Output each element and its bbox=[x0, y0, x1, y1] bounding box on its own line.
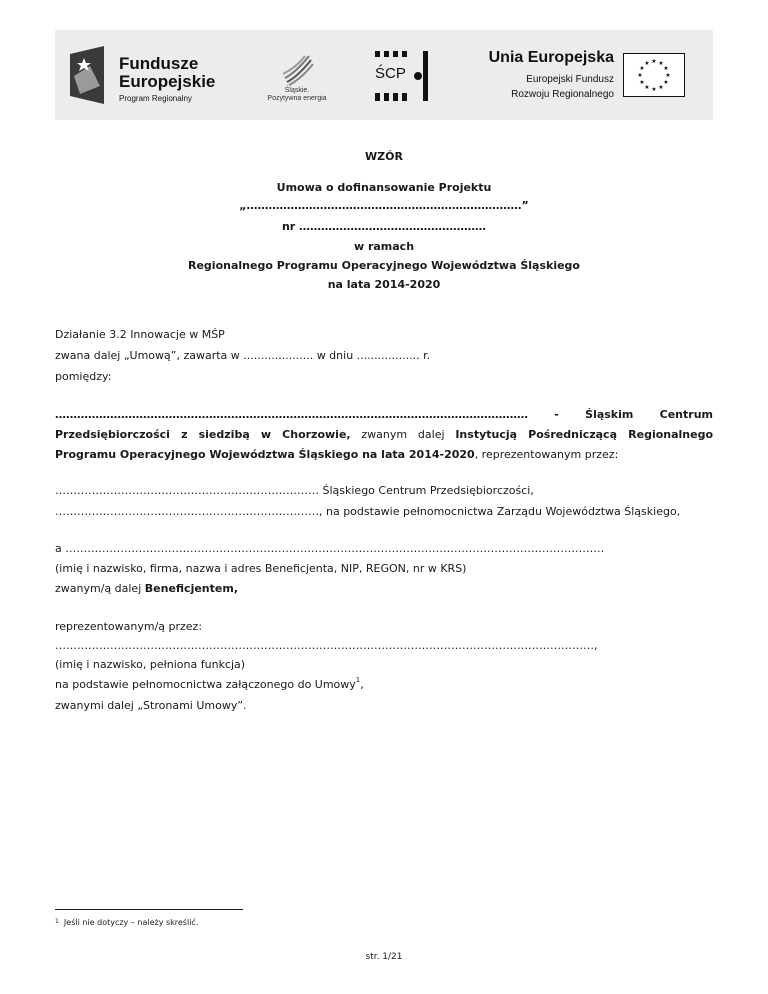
agreement-number: nr …………………………………………… bbox=[281, 220, 487, 233]
svg-text:★: ★ bbox=[637, 72, 643, 79]
svg-text:★: ★ bbox=[663, 79, 669, 86]
w-ramach-label: w ramach bbox=[353, 240, 415, 253]
svg-text:★: ★ bbox=[644, 60, 650, 67]
footnote-separator bbox=[55, 909, 243, 910]
program-period: na lata 2014-2020 bbox=[327, 278, 441, 291]
fundusze-europejskie-logo-icon bbox=[70, 46, 104, 104]
svg-text:★: ★ bbox=[651, 58, 657, 65]
pomiedzy-line: pomiędzy: bbox=[55, 370, 112, 383]
party1-line-2: Przedsiębiorczości z siedzibą w Chorzowie, zwanym dalej Instytucją Pośredniczącą Regionalnego bbox=[55, 428, 714, 441]
svg-text:★: ★ bbox=[639, 79, 645, 86]
representation-dots: …………………………………………………………………………………………………………………………………, bbox=[55, 639, 598, 652]
strony-line: zwanymi dalej „Stronami Umowy”. bbox=[55, 699, 247, 712]
doc-title: Umowa o dofinansowanie Projektu bbox=[276, 181, 492, 194]
representation-label: reprezentowanym/ą przez: bbox=[55, 620, 203, 633]
unia-europejska-title: Unia Europejska bbox=[488, 49, 614, 66]
beneficiary-alias: zwanym/ą dalej Beneficjentem, bbox=[55, 582, 238, 595]
footnote-ref: 1 bbox=[355, 676, 361, 684]
page-number: str. 1/21 bbox=[365, 952, 403, 962]
eu-flag-icon bbox=[623, 53, 685, 97]
party1-line-1: ………………………………………………………………………………………………………………… - Śląskim Centrum bbox=[55, 408, 713, 421]
footnote: $^1$ Jeśli nie dotyczy – należy skreślić. bbox=[55, 918, 199, 927]
party1-rep-1: ……………………………………………………………… Śląskiego Centrum Przedsiębiorczości, bbox=[55, 484, 534, 497]
scp-logo-text: ŚCP bbox=[375, 65, 406, 82]
fundusze-europejskie-title: Fundusze Europejskie bbox=[119, 54, 216, 91]
program-name: Regionalnego Programu Operacyjnego Województwa Śląskiego bbox=[188, 259, 580, 272]
party1-line-3: Programu Operacyjnego Województwa Śląskiego na lata 2014-2020, reprezentowanym przez: bbox=[55, 448, 619, 461]
representation-role: (imię i nazwisko, pełniona funkcja) bbox=[55, 658, 246, 671]
dzialanie-line: Działanie 3.2 Innowacje w MŚP bbox=[55, 328, 225, 341]
logo-band bbox=[55, 30, 713, 120]
svg-text:★: ★ bbox=[658, 60, 664, 67]
zwana-line: zwana dalej „Umową”, zawarta w .................... w dniu .................. r. bbox=[55, 349, 431, 362]
doc-wzor-heading: WZÓR bbox=[365, 150, 403, 163]
beneficiary-details: (imię i nazwisko, firma, nazwa i adres Beneficjenta, NIP, REGON, nr w KRS) bbox=[55, 562, 467, 575]
efrr-label: Europejski Fundusz Rozwoju Regionalnego bbox=[511, 74, 614, 100]
slaskie-logo-icon bbox=[279, 52, 315, 86]
slaskie-logo-text: Śląskie. Pozytywna energia bbox=[267, 87, 327, 102]
svg-text:★: ★ bbox=[665, 72, 671, 79]
representation-basis: na podstawie pełnomocnictwa załączonego do Umowy$^1$, bbox=[55, 676, 364, 691]
party1-rep-2: ………………………………………………………………, na podstawie pełnomocnictwa Zarządu Województwa Śląskiego, bbox=[55, 505, 681, 518]
svg-text:★: ★ bbox=[644, 84, 650, 91]
svg-text:★: ★ bbox=[658, 84, 664, 91]
beneficiary-line: a ………………………………………………………………………………………………………………………………… bbox=[55, 542, 605, 555]
svg-text:★: ★ bbox=[663, 65, 669, 72]
project-name-placeholder: „…………………………………………………………………” bbox=[239, 199, 529, 212]
program-regionalny-label: Program Regionalny bbox=[119, 94, 192, 103]
svg-text:★: ★ bbox=[639, 65, 645, 72]
svg-text:★: ★ bbox=[651, 86, 657, 93]
